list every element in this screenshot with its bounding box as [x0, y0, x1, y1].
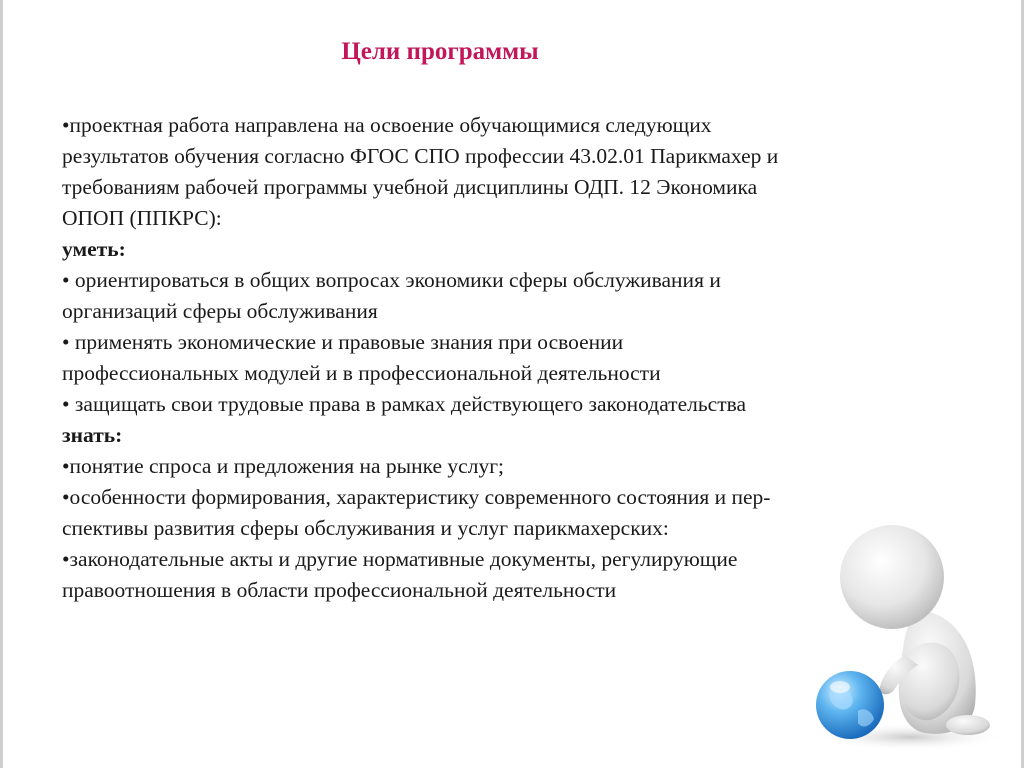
slide-title: Цели программы [341, 38, 539, 65]
knowledge-item: •законодательные акты и другие нормативные документы, регулирующие правоотношения в области профессиональной деятельности [62, 547, 738, 602]
knowledge-heading: знать: [62, 423, 123, 447]
figure-head [840, 525, 944, 629]
slide-body [62, 110, 782, 606]
skill-item: • применять экономические и правовые знания при освоении профессиональных модулей и в профессиональной деятельности [62, 330, 661, 385]
figure-with-globe-illustration [800, 515, 1000, 755]
intro-paragraph: •проектная работа направлена на освоение обучающимися следующих результатов обучения согласно ФГОС СПО профессии 43.02.01 Парикмахер и требованиям рабочей программы учебной дисциплины ОДП. 12 Экономика ОПОП (ППКРС): [62, 113, 779, 230]
skills-heading: уметь: [62, 237, 126, 261]
skill-item: • ориентироваться в общих вопросах экономики сферы обслуживания и организаций сферы обслуживания [62, 268, 721, 323]
figure-foot [946, 715, 990, 735]
skill-item: • защищать свои трудовые права в рамках действующего законодательства [62, 392, 747, 416]
knowledge-item: •понятие спроса и предложения на рынке услуг; [62, 454, 504, 478]
knowledge-item: •особенности формирования, характеристику современного состояния и пер-спективы развития сферы обслуживания и услуг парикмахерских: [62, 485, 771, 540]
globe-highlight [830, 681, 850, 693]
figure-with-globe-svg [800, 515, 1000, 755]
